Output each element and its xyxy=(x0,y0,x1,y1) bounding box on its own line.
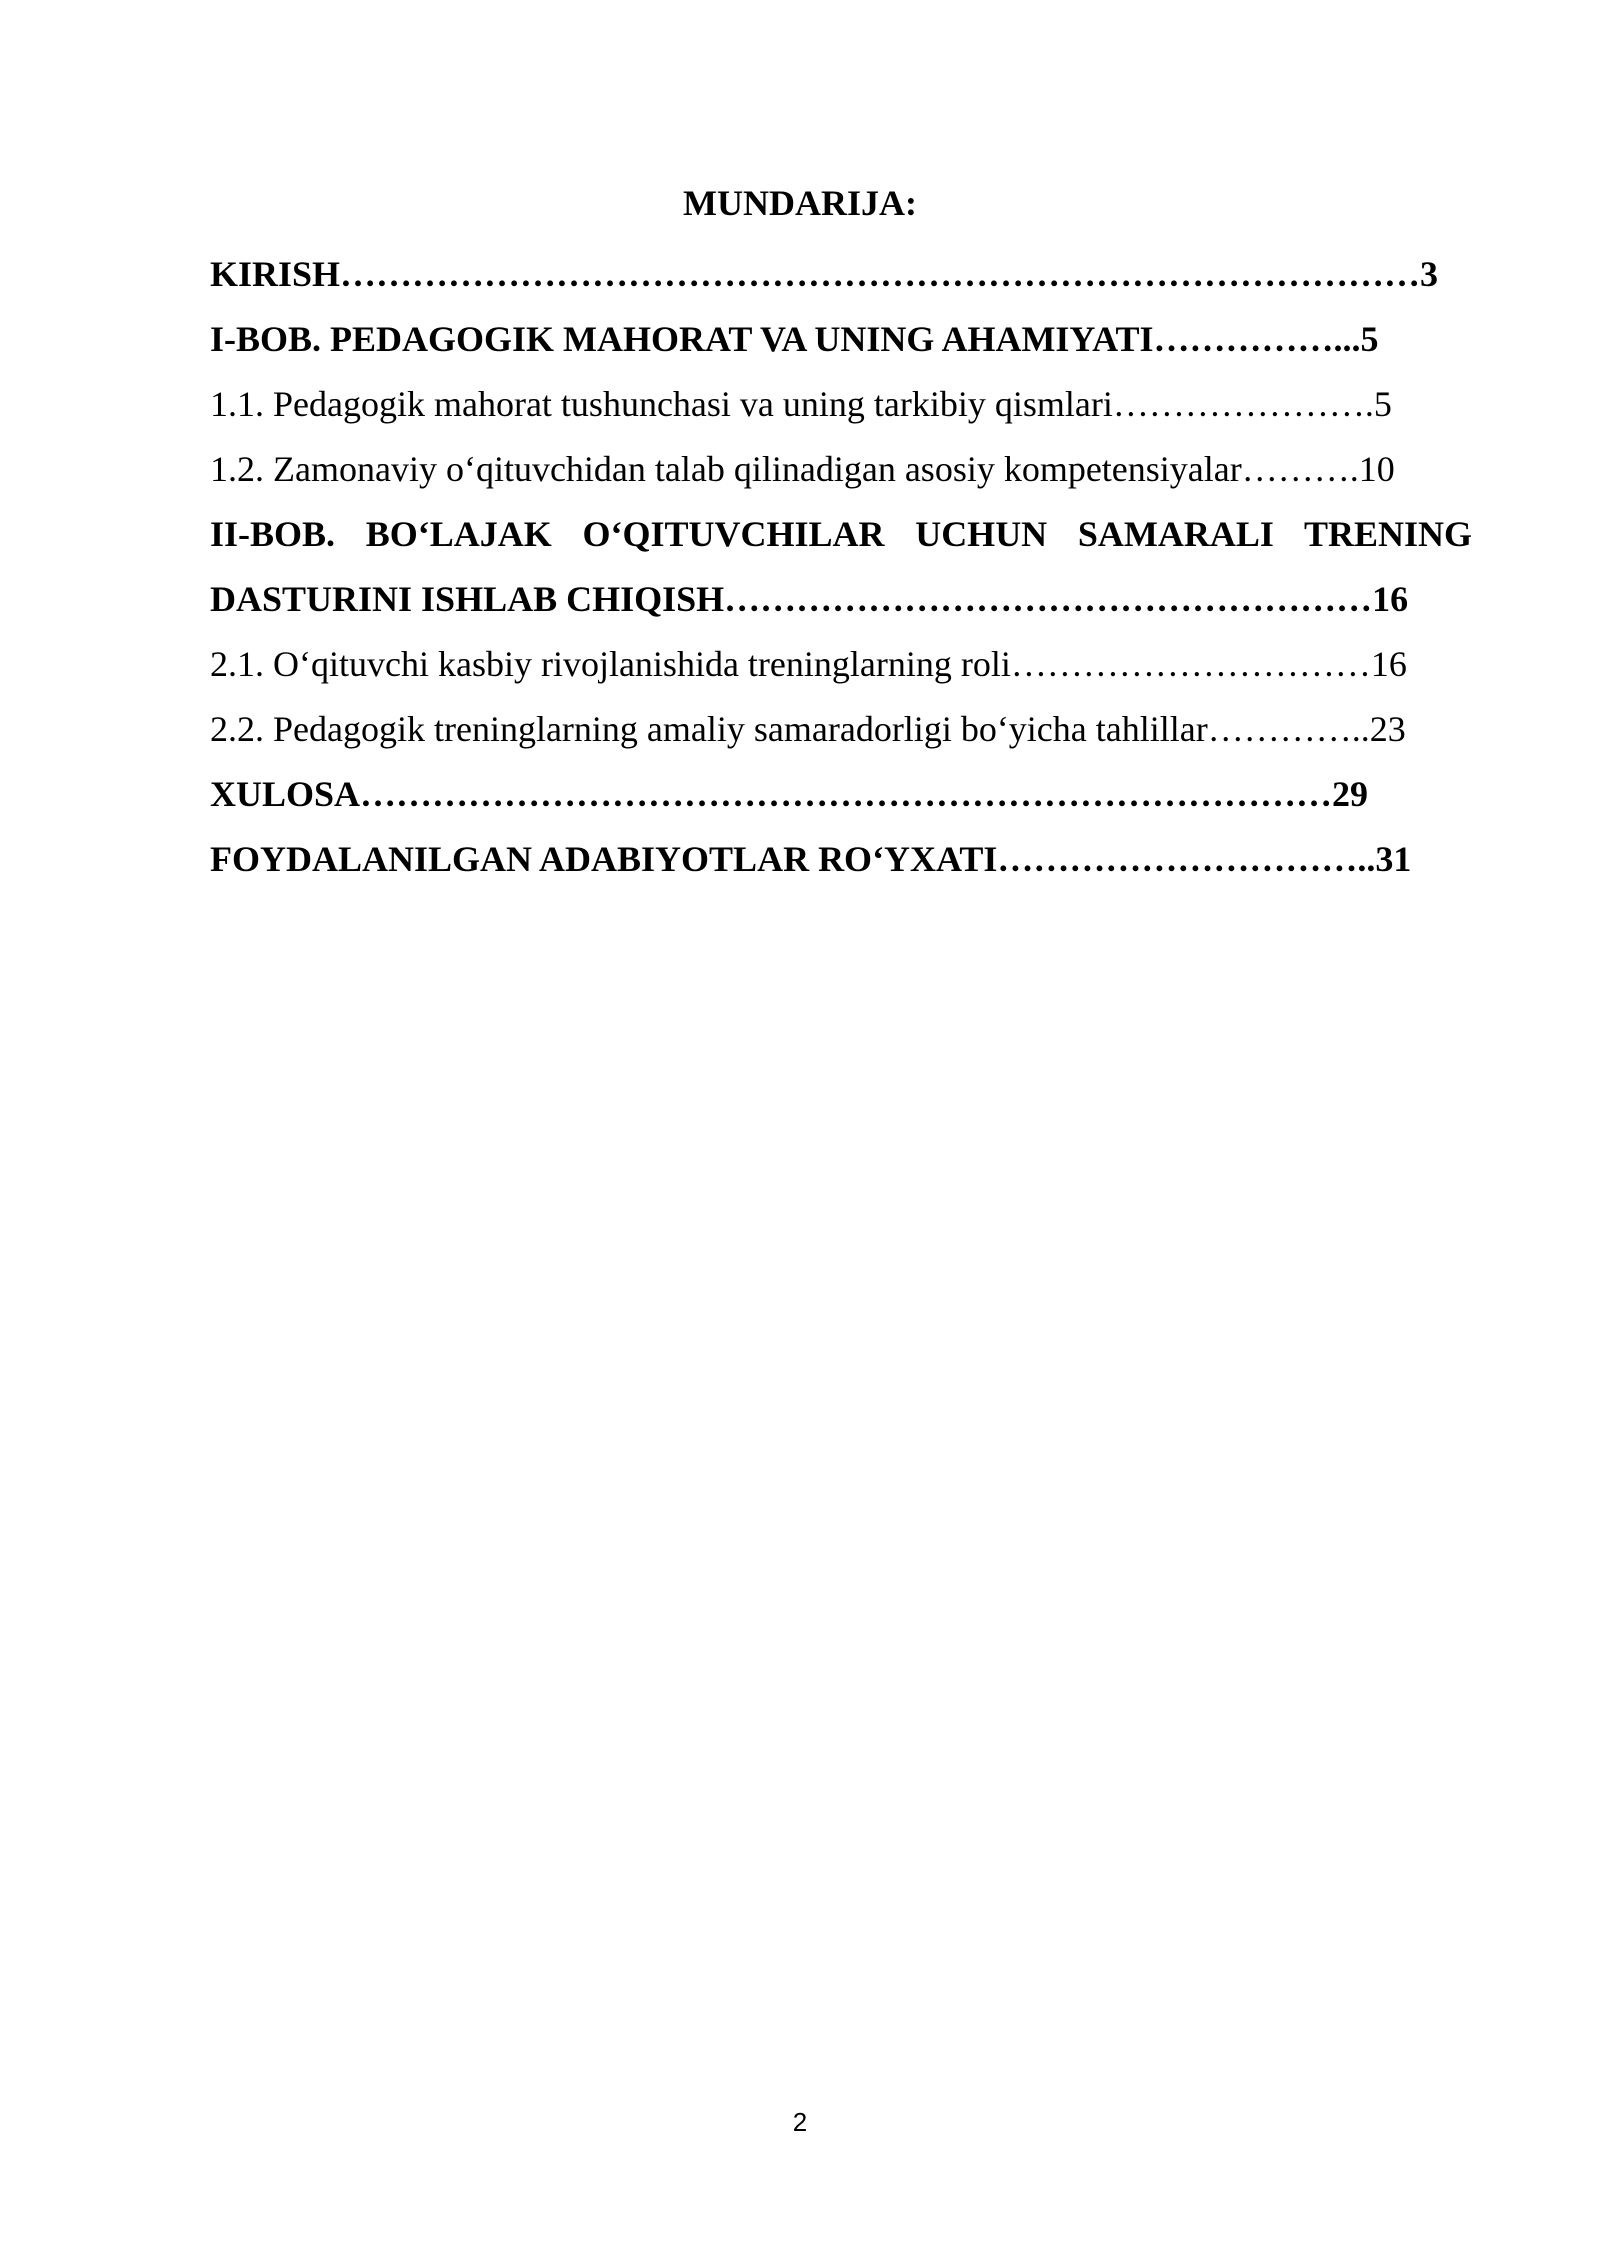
toc-entry-chapter-2-line-1: II-BOB. BO‘LAJAK O‘QITUVCHILAR UCHUN SAMARALI TRENING xyxy=(210,514,1472,554)
toc-entry-chapter-2-line-2: DASTURINI ISHLAB CHIQISH………………………………………………16 xyxy=(210,579,1409,619)
toc-entry-section-1-2: 1.2. Zamonaviy o‘qituvchidan talab qilinadigan asosiy kompetensiyalar……….10 xyxy=(210,449,1395,489)
toc-entry-section-1-1: 1.1. Pedagogik mahorat tushunchasi va uning tarkibiy qismlari………………….5 xyxy=(210,384,1392,424)
toc-entry-references: FOYDALANILGAN ADABIYOTLAR RO‘YXATI…………………………..31 xyxy=(210,839,1412,879)
toc-entry-xulosa: XULOSA………………………………………………………………………29 xyxy=(210,774,1369,814)
page-number: 2 xyxy=(792,2107,808,2137)
toc-entry-kirish: KIRISH………………………………………………………………………………3 xyxy=(210,254,1439,294)
toc-entry-chapter-1: I-BOB. PEDAGOGIK MAHORAT VA UNING AHAMIYATI……………...5 xyxy=(210,319,1379,359)
toc-entry-section-2-2: 2.2. Pedagogik treninglarning amaliy samaradorligi bo‘yicha tahlillar…………..23 xyxy=(210,709,1406,749)
toc-entry-section-2-1: 2.1. O‘qituvchi kasbiy rivojlanishida treninglarning roli…………………………16 xyxy=(210,644,1407,684)
toc-title: MUNDARIJA: xyxy=(683,183,917,223)
table-of-contents xyxy=(210,242,1472,892)
